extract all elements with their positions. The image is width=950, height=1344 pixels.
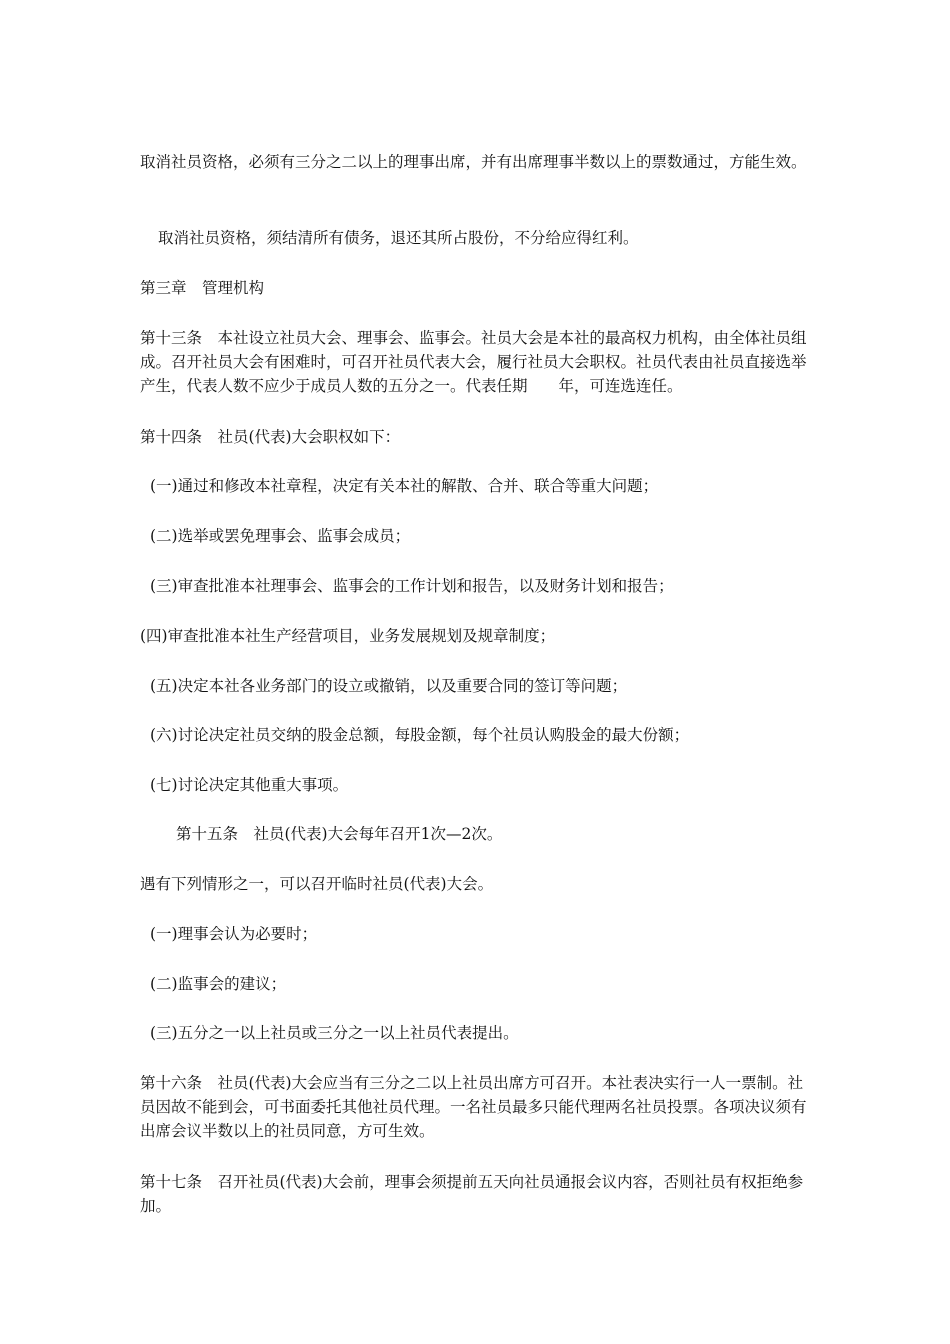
- article-14-item-5: (五)决定本社各业务部门的设立或撤销，以及重要合同的签订等问题；: [150, 677, 628, 695]
- paragraph-revoke-membership-settlement: 取消社员资格，须结清所有债务，退还其所占股份，不分给应得红利。: [158, 229, 639, 247]
- article-15-item-2: (二)监事会的建议；: [150, 975, 287, 993]
- article-14-item-3: (三)审查批准本社理事会、监事会的工作计划和报告，以及财务计划和报告；: [150, 577, 674, 595]
- article-17: 第十七条 召开社员(代表)大会前，理事会须提前五天向社员通报会议内容，否则社员有权拒绝参加。: [140, 1173, 804, 1215]
- article-14-item-1: (一)通过和修改本社章程，决定有关本社的解散、合并、联合等重大问题；: [150, 477, 659, 495]
- article-16: 第十六条 社员(代表)大会应当有三分之二以上社员出席方可召开。本社表决实行一人一票制。社员因故不能到会，可书面委托其他社员代理。一名社员最多只能代理两名社员投票。各项决议须有出席会议半数以上的社员同意，方可生效。: [140, 1074, 807, 1140]
- article-15-item-1: (一)理事会认为必要时；: [150, 925, 318, 943]
- article-14-item-7: (七)讨论决定其他重大事项。: [150, 776, 349, 794]
- article-15: 第十五条 社员(代表)大会每年召开1次—2次。: [176, 825, 503, 843]
- article-15-conditions: 遇有下列情形之一，可以召开临时社员(代表)大会。: [140, 875, 494, 893]
- article-15-item-3: (三)五分之一以上社员或三分之一以上社员代表提出。: [150, 1024, 519, 1042]
- article-13: 第十三条 本社设立社员大会、理事会、监事会。社员大会是本社的最高权力机构，由全体社员组成。召开社员大会有困难时，可召开社员代表大会，履行社员大会职权。社员代表由社员直接选举产生，代表人数不应少于成员人数的五分之一。代表任期 年，可连选连任。: [140, 329, 807, 395]
- paragraph-revoke-membership-vote: 取消社员资格，必须有三分之二以上的理事出席，并有出席理事半数以上的票数通过，方能生效。: [140, 153, 807, 171]
- chapter-heading: 第三章 管理机构: [140, 279, 265, 297]
- article-14-item-4: (四)审查批准本社生产经营项目，业务发展规划及规章制度；: [140, 627, 556, 645]
- article-14-item-6: (六)讨论决定社员交纳的股金总额，每股金额，每个社员认购股金的最大份额；: [150, 726, 690, 744]
- article-14-item-2: (二)选举或罢免理事会、监事会成员；: [150, 527, 411, 545]
- article-14: 第十四条 社员(代表)大会职权如下：: [140, 428, 401, 446]
